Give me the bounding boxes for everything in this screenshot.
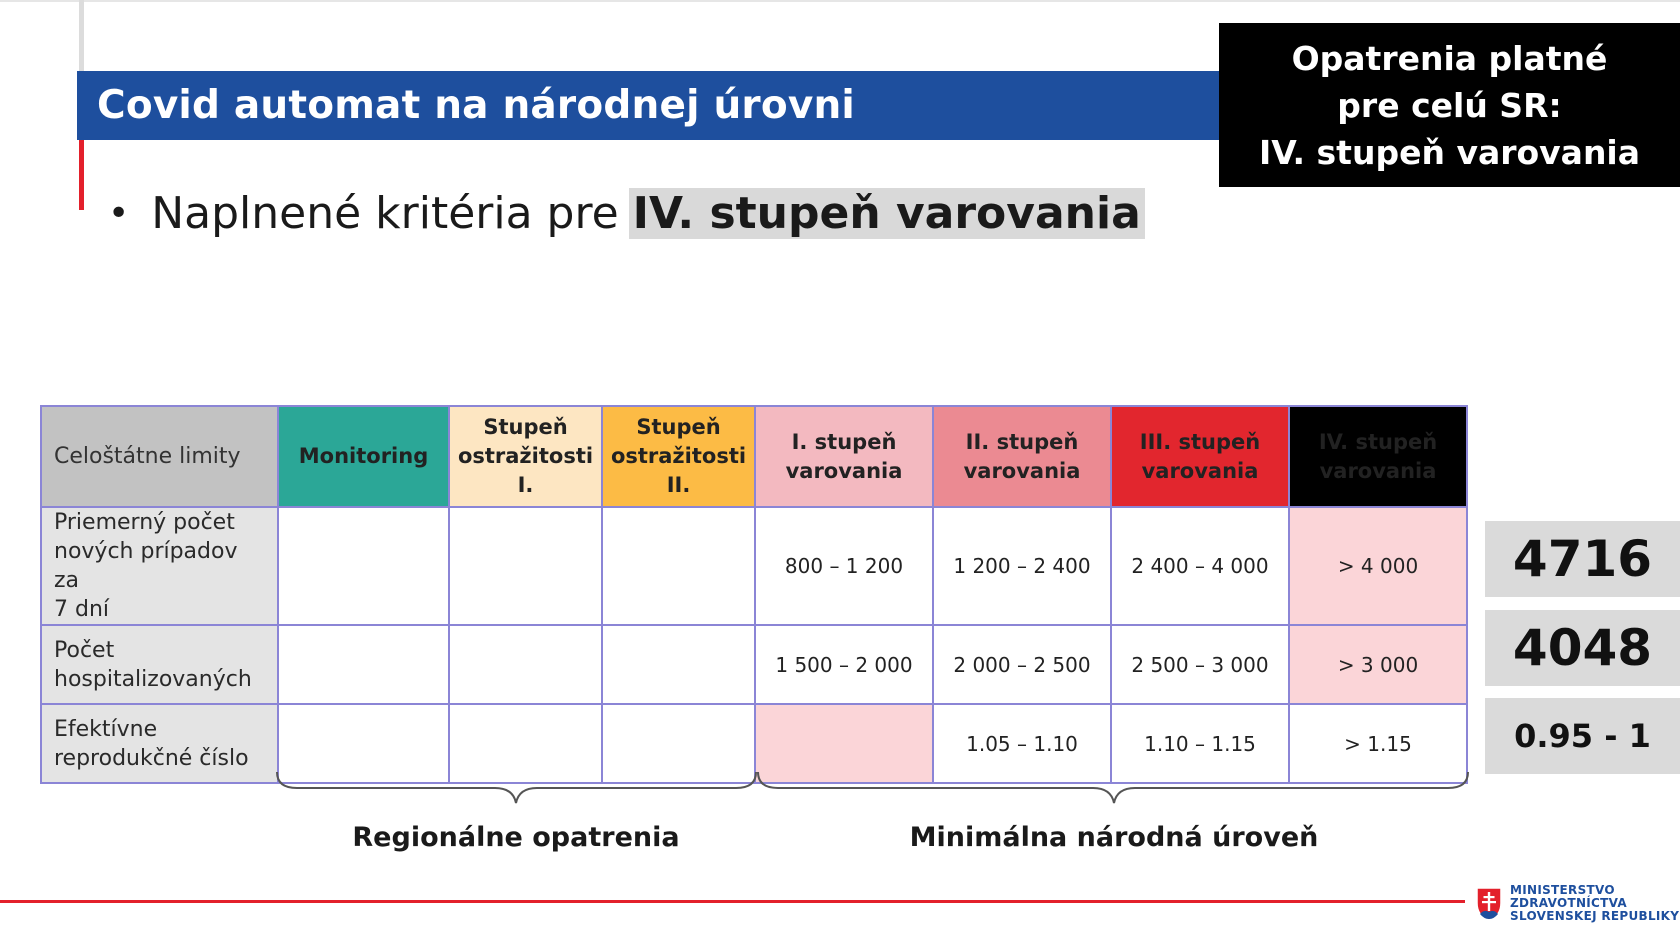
table-cell: 1 200 – 2 400 — [933, 507, 1111, 625]
table-cell: > 1.15 — [1289, 704, 1467, 783]
row-label-line: hospitalizovaných — [54, 666, 252, 692]
brace-label-regional: Regionálne opatrenia — [352, 822, 680, 853]
header-line: varovania — [785, 458, 903, 483]
current-value-hospitalized: 4048 — [1485, 610, 1680, 686]
header-line: ostražitosti — [610, 444, 747, 468]
table-cell: 1 500 – 2 000 — [755, 625, 933, 704]
table-cell-highlighted: > 3 000 — [1289, 625, 1467, 704]
header-line: ostražitosti — [457, 444, 594, 468]
logo-line: ZDRAVOTNÍCTVA — [1510, 896, 1627, 910]
header-line: varovania — [1141, 458, 1259, 483]
brace-label-national: Minimálna národná úroveň — [909, 822, 1319, 853]
header-line: II. stupeň — [965, 429, 1079, 454]
header-line: varovania — [1319, 458, 1437, 483]
row-label-line: Efektívne — [54, 716, 158, 742]
header-line: I. — [517, 473, 534, 497]
brace-national — [758, 772, 1468, 803]
header-line: Stupeň — [483, 415, 568, 439]
logo-line: SLOVENSKEJ REPUBLIKY — [1510, 909, 1680, 923]
table-cell: 2 400 – 4 000 — [1111, 507, 1289, 625]
ministry-logo — [1476, 884, 1679, 923]
table-cell: 1.10 – 1.15 — [1111, 704, 1289, 783]
table-cell: 800 – 1 200 — [755, 507, 933, 625]
logo-text — [1510, 884, 1679, 923]
brace-regional — [277, 772, 756, 803]
header-limits: Celoštátne limity — [41, 406, 278, 507]
info-line: pre celú SR: — [1337, 85, 1562, 125]
row-label-line: Počet — [54, 637, 115, 663]
header-line: IV. stupeň — [1318, 429, 1438, 454]
bullet-highlight: IV. stupeň varovania — [629, 188, 1145, 239]
logo-line: MINISTERSTVO — [1510, 883, 1615, 897]
bottom-divider — [0, 900, 1465, 903]
row-label-line: reprodukčné číslo — [54, 745, 249, 771]
row-label-line: nových prípadov za — [54, 539, 238, 593]
current-value-reproduction: 0.95 - 1 — [1485, 698, 1680, 774]
header-line: varovania — [963, 458, 1081, 483]
row-label-line: Priemerný počet — [54, 510, 235, 535]
header-line: I. stupeň — [791, 429, 897, 454]
row-label-line: 7 dní — [54, 597, 110, 622]
header-line: Stupeň — [636, 415, 721, 439]
header-monitoring: Monitoring — [278, 406, 449, 507]
coat-of-arms-icon — [1476, 887, 1502, 921]
current-value-cases: 4716 — [1485, 521, 1680, 597]
header-line: III. stupeň — [1139, 429, 1261, 454]
header-line: II. — [666, 473, 691, 497]
table-cell: 2 500 – 3 000 — [1111, 625, 1289, 704]
info-line: IV. stupeň varovania — [1258, 132, 1641, 172]
table-cell: 2 000 – 2 500 — [933, 625, 1111, 704]
table-cell: 1.05 – 1.10 — [933, 704, 1111, 783]
info-line: Opatrenia platné — [1291, 38, 1608, 78]
slide-title-text: Covid automat na národnej úrovni — [97, 83, 855, 128]
bullet-text: Naplnené kritéria pre — [151, 187, 619, 239]
bullet-dot-icon: • — [108, 192, 130, 234]
table-cell-highlighted: > 4 000 — [1289, 507, 1467, 625]
